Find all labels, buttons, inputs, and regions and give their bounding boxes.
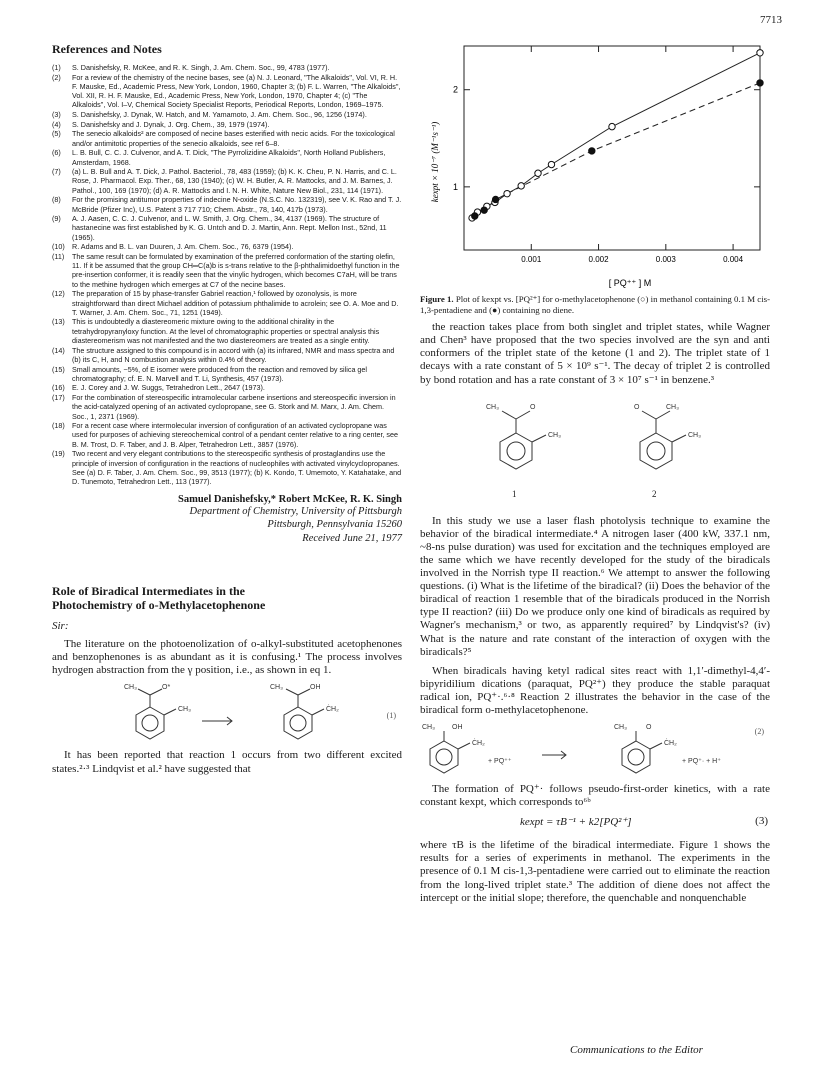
series-1-point (757, 80, 763, 86)
structure-2-label: 2 (652, 488, 657, 499)
reference-item (52, 383, 402, 392)
series-0-point (757, 50, 763, 56)
reference-text: S. Danishefsky, J. Dynak, W. Hatch, and M. Yamamoto, J. Am. Chem. Soc., 96, 1256 (1974). (72, 110, 367, 120)
reference-item (52, 365, 402, 383)
series-0-point (535, 170, 541, 176)
svg-text:ĊH₂: ĊH₂ (326, 706, 339, 714)
reference-item (52, 148, 402, 166)
reference-number: (7) (52, 167, 61, 177)
svg-text:CH₃: CH₃ (688, 431, 701, 439)
equation-3 (420, 815, 770, 833)
left-column (52, 42, 402, 776)
reference-item (52, 110, 402, 119)
reference-number: (9) (52, 214, 61, 224)
y-tick-label: 2 (452, 84, 458, 95)
svg-text:O: O (634, 403, 640, 411)
article-title-line-2: Photochemistry of o-Methylacetophenone (52, 598, 266, 613)
reference-number: (4) (52, 119, 61, 129)
reference-text: A. J. Aasen, C. C. J. Culvenor, and L. W. Smith, J. Org. Chem., 34, 4137 (1969). The structure of hastanecine was first established by K. G. Untch and D. J. Martin, Ann. Rept. Mellon Inst., 52nd, 11 (1965). (72, 214, 387, 242)
equation-2-scheme (420, 721, 770, 777)
reference-text: (a) L. B. Bull and A. T. Dick, J. Pathol. Bacteriol., 78, 483 (1959); (b) K. K. Cheu, P. N. Harris, and C. L. Rose, J. Pharmacol. Exp. Ther., 68, 130 (1940); (c) W. H. Butler, A. R. Mattocks, and J. M. Barnes, J. Pathol., 100, 169 (1970); (d) A. R. Mattocks and I. N. H. White, Nature New Biol., 231, 114 (1971). (72, 167, 397, 195)
reference-item (52, 73, 402, 110)
reference-number: (14) (52, 345, 65, 355)
series-1-line (475, 83, 760, 216)
series-0-point (609, 123, 615, 129)
reference-text: R. Adams and B. L. van Duuren, J. Am. Chem. Soc., 76, 6379 (1954). (72, 242, 294, 252)
reference-item (52, 346, 402, 364)
reference-text: For a recent case where intermolecular inversion of configuration of an activated cyclopropane was used for purposes of achieving stereochemical control of a pendant center relative to a ring center, see B. M. Trost, D. F. Taber, and J. B. Alper, Tetrahedron Lett., 3857 (1976). (72, 421, 399, 449)
svg-text:CH₃: CH₃ (666, 403, 679, 411)
reference-text: E. J. Corey and J. W. Suggs, Tetrahedron Lett., 2647 (1973). (72, 383, 265, 393)
reference-text: For the promising antitumor properties of indecine N-oxide (N.S.C. No. 132319), see V. K. Rao and T. J. McBride (Pfizer Inc), U.S. Patent 3 717 710; Chem. Abstr., 78, 140, 417b (1973). (72, 195, 402, 214)
references-heading: References and Notes (52, 42, 162, 56)
reference-item (52, 214, 402, 242)
references-list (52, 63, 402, 486)
reference-text: S. Danishefsky, R. McKee, and R. K. Singh, J. Am. Chem. Soc., 99, 4783 (1977). (72, 63, 330, 72)
svg-text:CH₃: CH₃ (614, 724, 627, 732)
reference-number: (6) (52, 148, 61, 158)
reference-item (52, 393, 402, 421)
series-1-point (481, 207, 487, 213)
structure-1-label: 1 (512, 488, 517, 499)
structure-drawings (420, 391, 770, 509)
svg-text:O*: O* (162, 684, 171, 692)
reference-item (52, 421, 402, 449)
intro-paragraph: The literature on the photoenolization of o-alkyl-substituted acetophenones and benzophenones is as abundant as it is confusing.¹ The process involves hydrogen abstraction from the γ position, i.e., as shown in eq 1. (52, 638, 402, 677)
paragraph-two-states: It has been reported that reaction 1 occurs from two different excited states.²·³ Lindqvist et al.² have suggested that (52, 749, 402, 775)
svg-text:+ PQ⁺⁺: + PQ⁺⁺ (488, 758, 512, 766)
svg-text:OH: OH (452, 724, 463, 732)
x-tick-label: 0.002 (588, 255, 609, 264)
reference-number: (15) (52, 364, 65, 374)
series-1-point (492, 196, 498, 202)
reference-number: (17) (52, 393, 65, 403)
salutation: Sir: (52, 620, 69, 633)
equation-1-scheme (52, 681, 402, 743)
plot-frame (464, 46, 760, 250)
reference-text: The preparation of 15 by phase-transfer Gabriel reaction,¹ followed by ozonolysis, is more straightforward than direct Michael addition of potassium phthalimide to acrolein; see O. A. Moe and D. T. Warner, J. Am. Chem. Soc., 71, 1251 (1949). (72, 289, 399, 317)
reference-number: (11) (52, 252, 65, 262)
svg-text:OH: OH (310, 684, 321, 692)
svg-text:CH₃: CH₃ (270, 684, 283, 692)
series-1-point (472, 213, 478, 219)
reference-number: (3) (52, 110, 61, 120)
reference-text: Two recent and very elegant contributions to the stereospecific synthesis of prostaglandins use the principle of inversion of configuration in the reactions of nucleophiles with activated vinylcyclopropanes. See (a) D. F. Taber, J. Am. Chem. Soc., 99, 3513 (1977); (b) K. Kondo, T. Umemoto, Y. Katahatake, and D. Tunemoto, Tetrahedron Lett., 113 (1977). (72, 449, 402, 486)
article-title-line-1: Role of Biradical Intermediates in the (52, 584, 245, 599)
x-tick-label: 0.003 (655, 255, 676, 264)
svg-text:ĊH₂: ĊH₂ (472, 740, 485, 748)
reference-item (52, 63, 402, 72)
svg-text:CH₃: CH₃ (548, 431, 561, 439)
equation-2-number: (2) (754, 727, 764, 737)
series-0-point (504, 190, 510, 196)
figure-1 (420, 42, 770, 292)
reference-number: (18) (52, 421, 65, 431)
article-title (52, 584, 402, 612)
equation-2-structures (420, 721, 770, 777)
reference-text: For a review of the chemistry of the necine bases, see (a) N. J. Leonard, "The Alkaloids", Vol. VI, R. H. F. Mauske, Ed., Academic Press, New York, London, 1960, Chapter 3; (b) F. L. Warren, "The Alkaloids", Vol. XII, R. H. F. Mauske, Ed., Academic Press, New York, London, 1970, Chapter 4; (c) "The Alkaloids", Vol. I–V, Chemical Society Specialist Reports, Periodical Reports, London, 1969–1975. (72, 72, 401, 110)
svg-text:+ PQ⁺· + H⁺: + PQ⁺· + H⁺ (682, 758, 721, 766)
x-tick-label: 0.004 (723, 255, 744, 264)
figure-1-caption-label: Figure 1. (420, 294, 454, 304)
reference-item (52, 167, 402, 195)
reference-item (52, 317, 402, 345)
svg-text:CH₃: CH₃ (124, 684, 137, 692)
paragraph-triplet: the reaction takes place from both singlet and triplet states, while Wagner and Chen³ have proposed that the two species involved are the syn and anti conformers of the triplet state of the ketone (1 and 2). The triplet state of 1 decays with a rate constant of 5 × 10⁹ s⁻¹. The decay of triplet 2 is controlled by bond rotation and has a rate constant of 3 × 10⁷ s⁻¹ in benzene.³ (420, 321, 770, 386)
affiliation-line-1: Department of Chemistry, University of Pittsburgh (189, 506, 402, 518)
series-0-point (548, 161, 554, 167)
svg-text:O: O (530, 403, 536, 411)
reference-text: S. Danishefsky and J. Dynak, J. Org. Chem., 39, 1979 (1974). (72, 119, 270, 129)
reference-number: (2) (52, 72, 61, 82)
right-column (420, 42, 770, 905)
reference-text: The structure assigned to this compound is in accord with (a) its infrared, NMR and mass spectra and (b) its C, H, and N combustion analysis within 0.4% of theory. (72, 345, 395, 364)
affiliation-line-2: Pittsburgh, Pennsylvania 15260 (267, 519, 402, 531)
reference-item (52, 252, 402, 289)
structures-1-and-2 (420, 391, 770, 509)
y-axis-label: kexpt × 10⁻⁷ (M⁻¹s⁻¹) (430, 121, 440, 203)
reference-number: (13) (52, 317, 65, 327)
figure-1-chart (420, 42, 770, 292)
reference-text: L. B. Bull, C. C. J. Culvenor, and A. T. Dick, "The Pyrrolizidine Alkaloids", North Holland Publishers, Amsterdam, 1968. (72, 148, 386, 167)
reference-item (52, 449, 402, 486)
series-0-point (518, 183, 524, 189)
svg-text:CH₃: CH₃ (486, 403, 499, 411)
series-0-line (472, 53, 760, 218)
reference-number: (12) (52, 289, 65, 299)
reference-item (52, 195, 402, 213)
paragraph-paraquat: When biradicals having ketyl radical sites react with 1,1′-dimethyl-4,4′-bipyridilium dications (paraquat, PQ²⁺) they produce the stable paraquat radical ion, PQ⁺·.⁶·⁸ Reaction 2 illustrates the behavior in the case of the biradical form o-methylacetophenone. (420, 664, 770, 716)
journal-section-footer: Communications to the Editor (570, 1044, 703, 1056)
equation-3-number: (3) (755, 815, 768, 828)
reference-text: The same result can be formulated by examination of the preferred conformation of the starting olefin, 11. If it be assumed that the group CH═C(a)b is s-trans relative to the β-phthalimidoethyl function in the pre-insertion conformer, it is readily seen that the vinylic hydrogen, which becomes C7aH, will be trans to the methine hydrogen which emerges at C7 of the necine bases. (72, 252, 400, 289)
figure-1-caption (420, 294, 770, 315)
reference-item (52, 242, 402, 251)
paragraph-results: where τB is the lifetime of the biradical intermediate. Figure 1 shows the results for a series of experiments in methanol. The experiments in the presence of 0.1 M cis-1,3-pentadiene were carried out to eliminate the reaction from the long-lived triplet state.³ The addition of diene does not affect the intercept or the initial slope; therefore, the quenchable and nonquenchable (420, 839, 770, 904)
reference-item (52, 289, 402, 317)
svg-text:CH₃: CH₃ (178, 706, 191, 714)
reference-number: (5) (52, 129, 61, 139)
received-date: Received June 21, 1977 (302, 533, 402, 545)
figure-1-caption-text: Plot of kexpt vs. [PQ²⁺] for o-methylacetophenone (○) in methanol containing 0.1 M cis-1,3-pentadiene and (●) containing no diene. (420, 294, 770, 315)
reference-number: (16) (52, 383, 65, 393)
x-axis-label: [ PQ⁺⁺ ] M (608, 278, 652, 288)
paragraph-kinetics: The formation of PQ⁺· follows pseudo-first-order kinetics, with a rate constant kexpt, which corresponds to⁶ᵇ (420, 783, 770, 809)
reference-text: Small amounts, ~5%, of E isomer were produced from the reaction and removed by silica gel chromatography; cf. E. N. Marvell and T. Li, Synthesis, 457 (1973). (72, 364, 368, 383)
reference-text: The senecio alkaloids² are composed of necine bases esterified with necic acids. For the toxicological and/or antimitotic properties of the senecio alkaloids, see ref 6–8. (72, 129, 395, 148)
x-tick-label: 0.001 (521, 255, 542, 264)
author-names: Samuel Danishefsky,* Robert McKee, R. K. Singh (177, 494, 402, 506)
svg-text:CH₃: CH₃ (422, 724, 435, 732)
reference-text: For the combination of stereospecific intramolecular carbene insertions and stereospecific inversion in the acid-catalyzed opening of an activated cyclopropane, see G. Stork and M. Marx, J. Am. Chem. Soc., 1, 2371 (1969). (72, 393, 396, 421)
equation-1-structures (52, 681, 402, 743)
series-1-point (589, 148, 595, 154)
reference-text: This is undoubtedly a diastereomeric mixture owing to the additional chirality in the tetrahydropyranyloxy function. At the level of chromatographic properties or spectral analysis this diastereomerism was not manifested and the two diastereomers are treated as a single entity. (72, 317, 380, 345)
svg-text:O: O (646, 724, 652, 732)
reference-number: (19) (52, 449, 65, 459)
reference-item (52, 129, 402, 147)
reference-number: (1) (52, 63, 61, 72)
reference-number: (10) (52, 242, 65, 252)
reference-item (52, 120, 402, 129)
y-tick-label: 1 (452, 181, 458, 192)
svg-text:ĊH₂: ĊH₂ (664, 740, 677, 748)
paragraph-study: In this study we use a laser flash photolysis technique to examine the behavior of the biradical intermediate.⁴ A nitrogen laser (400 kW, 337.1 nm, ~8-ns pulse duration) was used for excitation and the techniques employed are the same which we have recently developed for the study of the biradicals involved in the Norrish type II reaction.⁶ We attempt to answer the following questions. (i) What is the lifetime of the biradical? (ii) Does the behavior of the biradical of reaction 1 resemble that of the biradicals produced in the Norrish type II reaction? (iii) Do we produce only one kind of biradicals as required by Wagner's mechanism,³ or two, as apparently required⁷ by Lindqvist's? (iv) What is the nature and rate constant of the interaction of oxygen with the biradicals?⁵ (420, 514, 770, 658)
page-number: 7713 (760, 14, 782, 26)
reference-number: (8) (52, 195, 61, 205)
equation-1-number: (1) (386, 711, 396, 721)
equation-3-expression: kexpt = τB⁻¹ + k2[PQ²⁺] (520, 816, 632, 829)
